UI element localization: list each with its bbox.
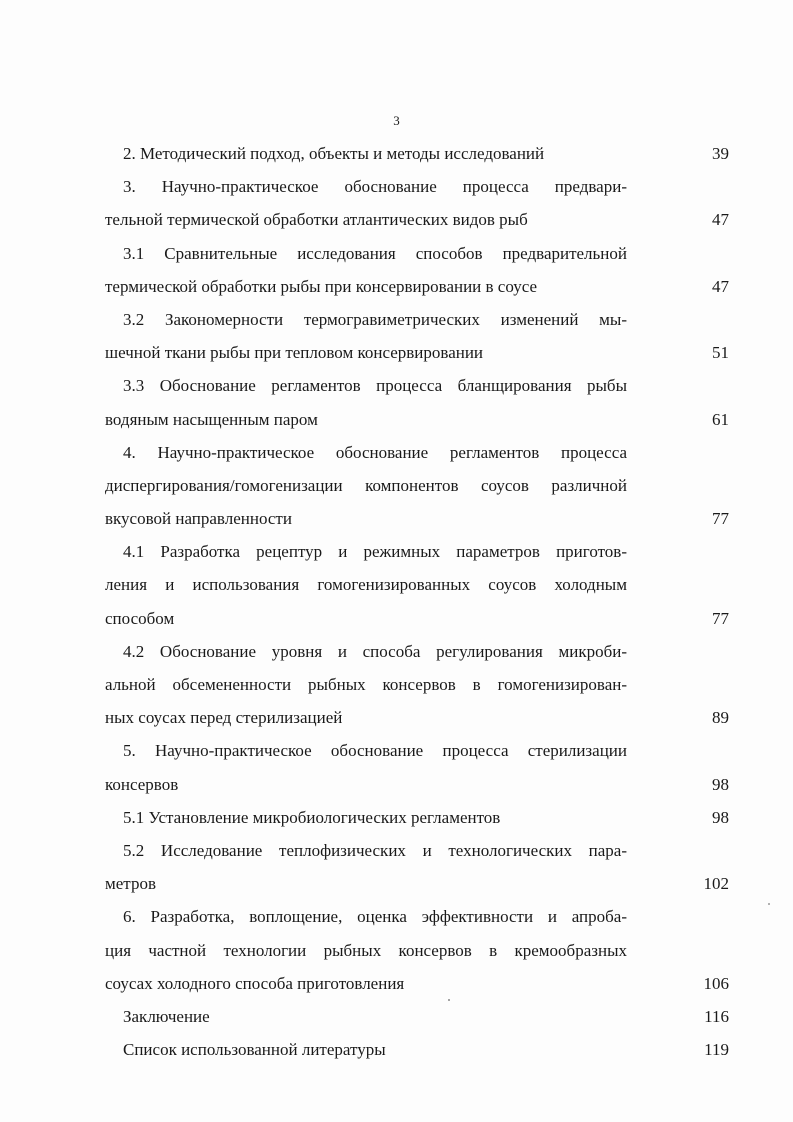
table-of-contents xyxy=(0,137,793,1066)
toc-entry-text: тельной термической обработки атлантических видов рыб xyxy=(105,210,528,230)
toc-entry-text: диспергирования/гомогенизации компонентов соусов различной xyxy=(105,475,627,495)
toc-entry xyxy=(0,934,793,967)
toc-entry xyxy=(0,1000,793,1033)
toc-entry xyxy=(0,568,793,601)
toc-entry-text: ных соусах перед стерилизацией xyxy=(105,708,343,728)
toc-entry-text: консервов xyxy=(105,774,179,794)
toc-entry xyxy=(0,203,793,236)
toc-entry xyxy=(0,701,793,734)
page-number: 3 xyxy=(393,113,400,128)
toc-entry xyxy=(0,668,793,701)
toc-entry-page: 116 xyxy=(704,1006,729,1026)
toc-entry-text: альной обсемененности рыбных консервов в гомогенизирован- xyxy=(105,675,627,694)
toc-entry-text: метров xyxy=(105,874,156,894)
toc-entry-page: 98 xyxy=(712,807,729,827)
toc-entry-page: 106 xyxy=(703,973,729,993)
toc-entry-page: 47 xyxy=(712,210,729,230)
toc-entry xyxy=(0,900,793,933)
toc-entry-text: ция частной технологии рыбных консервов в кремообразных xyxy=(105,940,627,960)
toc-entry-page: 51 xyxy=(712,343,729,363)
toc-entry xyxy=(0,734,793,767)
toc-entry xyxy=(0,170,793,203)
toc-entry xyxy=(0,967,793,1000)
toc-entry-text: 3. Научно-практическое обоснование процесса предвари- xyxy=(123,177,627,197)
toc-entry-text: водяным насыщенным паром xyxy=(105,409,318,429)
toc-entry-text: шечной ткани рыбы при тепловом консервировании xyxy=(105,343,484,363)
toc-entry-text: Список использованной литературы xyxy=(123,1040,386,1060)
toc-entry xyxy=(0,801,793,834)
toc-entry-text: 3.2 Закономерности термогравиметрических изменений мы- xyxy=(123,309,627,329)
toc-entry-text: соусах холодного способа приготовления xyxy=(105,973,405,993)
toc-entry-page: 119 xyxy=(704,1040,729,1060)
toc-entry-text: 4.1 Разработка рецептур и режимных параметров приготов- xyxy=(123,542,627,562)
toc-entry xyxy=(0,436,793,469)
toc-entry-page: 39 xyxy=(712,144,729,163)
toc-entry-text: ления и использования гомогенизированных соусов холодным xyxy=(105,575,627,595)
toc-entry xyxy=(0,834,793,867)
toc-entry-text: Заключение xyxy=(123,1006,210,1026)
toc-entry-page: 77 xyxy=(712,509,729,529)
scan-speck xyxy=(448,999,450,1001)
toc-entry-text: 3.1 Сравнительные исследования способов предварительной xyxy=(123,243,627,263)
toc-entry xyxy=(0,635,793,668)
toc-entry-page: 102 xyxy=(703,874,729,894)
toc-entry xyxy=(0,602,793,635)
toc-entry-text: термической обработки рыбы при консервировании в соусе xyxy=(105,276,538,296)
toc-entry xyxy=(0,237,793,270)
toc-entry-text: вкусовой направленности xyxy=(105,509,292,529)
toc-entry xyxy=(0,137,793,170)
toc-entry-text: 4. Научно-практическое обоснование регламентов процесса xyxy=(123,442,627,462)
toc-entry xyxy=(0,303,793,336)
toc-entry-page: 61 xyxy=(712,409,729,429)
toc-entry-text: 6. Разработка, воплощение, оценка эффективности и апроба- xyxy=(123,907,627,927)
toc-entry-text: 2. Методический подход, объекты и методы исследований xyxy=(123,144,545,163)
toc-entry-page: 47 xyxy=(712,276,729,296)
toc-entry-page: 98 xyxy=(712,774,729,794)
toc-entry-text: способом xyxy=(105,608,175,628)
toc-entry xyxy=(0,336,793,369)
toc-entry-text: 5.1 Установление микробиологических регламентов xyxy=(123,807,501,827)
toc-entry xyxy=(0,768,793,801)
toc-entry-text: 5. Научно-практическое обоснование процесса стерилизации xyxy=(123,741,627,761)
toc-entry-page: 77 xyxy=(712,608,729,628)
toc-entry-page: 89 xyxy=(712,708,729,728)
toc-entry-text: 5.2 Исследование теплофизических и технологических пара- xyxy=(123,840,627,860)
toc-entry xyxy=(0,867,793,900)
toc-entry-text: 4.2 Обоснование уровня и способа регулирования микроби- xyxy=(123,641,627,661)
toc-entry xyxy=(0,403,793,436)
toc-entry xyxy=(0,469,793,502)
toc-entry xyxy=(0,369,793,402)
toc-entry-text: 3.3 Обоснование регламентов процесса бланщирования рыбы xyxy=(123,376,627,396)
toc-entry xyxy=(0,535,793,568)
toc-entry xyxy=(0,1033,793,1066)
toc-entry xyxy=(0,502,793,535)
scan-speck xyxy=(768,903,770,905)
toc-entry xyxy=(0,270,793,303)
